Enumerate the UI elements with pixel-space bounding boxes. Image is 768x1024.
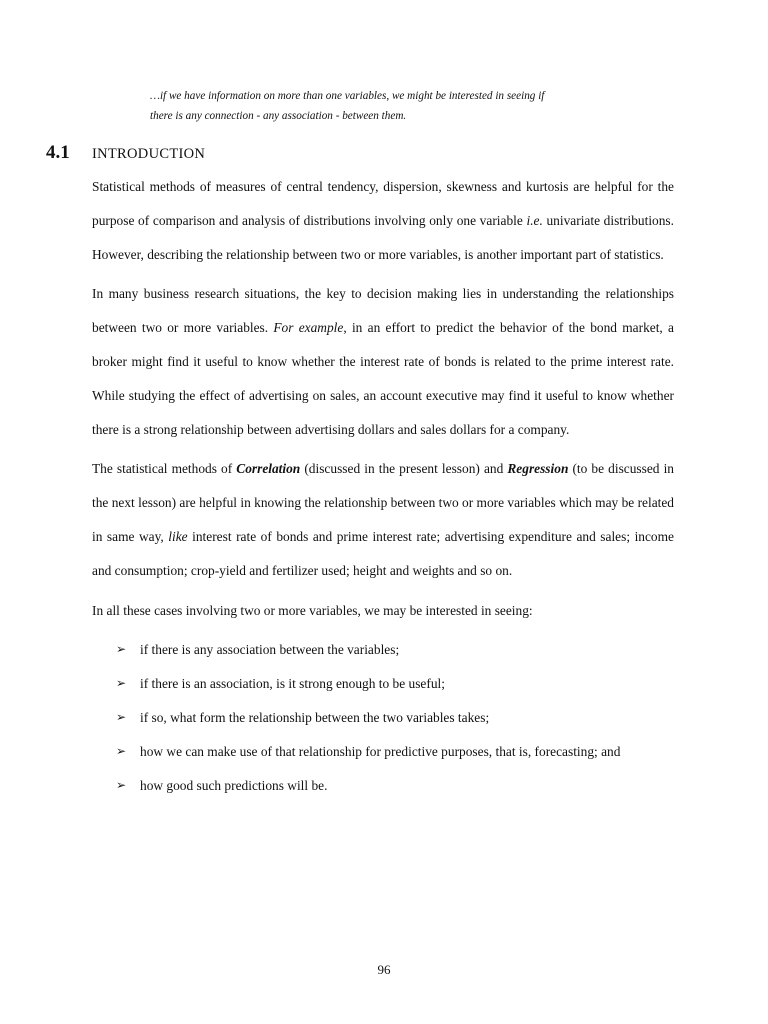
p3-text-a: The statistical methods of	[92, 461, 237, 477]
paragraph-2	[92, 277, 674, 446]
p3-term-correlation: Correlation	[236, 461, 301, 477]
p1-italic-ie: i.e.	[526, 212, 543, 228]
list-item	[116, 735, 674, 769]
paragraph-1	[92, 170, 674, 271]
section-heading	[46, 142, 205, 164]
page-number: 96	[377, 962, 391, 977]
arrowhead-bullet-icon: ➢	[116, 642, 127, 657]
list-item-text: how we can make use of that relationship for predictive purposes, that is, forecasting; and	[140, 743, 621, 759]
p3-text-g: interest rate of bonds and prime interest rate; advertising expenditure and sales; income and consumption; crop-yield and fertilizer used; height and weights and so on.	[92, 528, 674, 578]
arrowhead-bullet-icon: ➢	[116, 743, 127, 758]
p1-text-c: univariate distributions. However, describing the relationship between two or more variables, is another important part of statistics.	[92, 212, 674, 262]
list-item-text: how good such predictions will be.	[140, 777, 328, 793]
bullet-list	[92, 633, 674, 802]
list-item-text: if so, what form the relationship between the two variables takes;	[140, 709, 490, 725]
list-item	[116, 701, 674, 735]
arrowhead-bullet-icon: ➢	[116, 777, 127, 792]
list-item	[116, 667, 674, 701]
list-item	[116, 633, 674, 667]
p1-text-a: Statistical methods of measures of central tendency, dispersion, skewness and kurtosis are helpful for the purpose of comparison and analysis of distributions involving only one variable	[92, 179, 674, 228]
list-item-text: if there is any association between the variables;	[140, 642, 400, 658]
list-item	[116, 769, 674, 803]
p3-term-regression: Regression	[507, 461, 569, 477]
p3-text-c: (discussed in the present lesson) and	[300, 461, 508, 477]
p3-text-e: (to be discussed in the next lesson) are helpful in knowing the relationship between two or more variables which may be related in same way,	[92, 461, 674, 544]
p3-italic-like: like	[168, 528, 188, 544]
paragraph-4: In all these cases involving two or more variables, we may be interested in seeing:	[92, 602, 533, 618]
arrowhead-bullet-icon: ➢	[116, 676, 127, 691]
section-number: 4.1	[46, 142, 70, 163]
list-item-text: if there is an association, is it strong enough to be useful;	[140, 676, 445, 692]
epigraph-line-2: there is any connection - any association - between them.	[150, 110, 407, 122]
p2-text-a: In many business research situations, the key to decision making lies in understanding the relationships between two or more variables.	[92, 286, 674, 336]
p2-text-c: , in an effort to predict the behavior of the bond market, a broker might find it useful to know whether the interest rate of bonds is related to the prime interest rate. While studying the effect of advertising on sales, an account executive may find it useful to know whether there is a strong relationship between advertising dollars and sales dollars for a company.	[92, 320, 674, 437]
body-text	[92, 170, 674, 802]
epigraph	[150, 86, 620, 126]
section-title: INTRODUCTION	[92, 146, 206, 162]
epigraph-line-1: …if we have information on more than one variables, we might be interested in seeing if	[150, 90, 545, 102]
paragraph-3	[92, 452, 674, 587]
p2-italic-for-example: For example	[273, 320, 344, 336]
arrowhead-bullet-icon: ➢	[116, 709, 127, 724]
